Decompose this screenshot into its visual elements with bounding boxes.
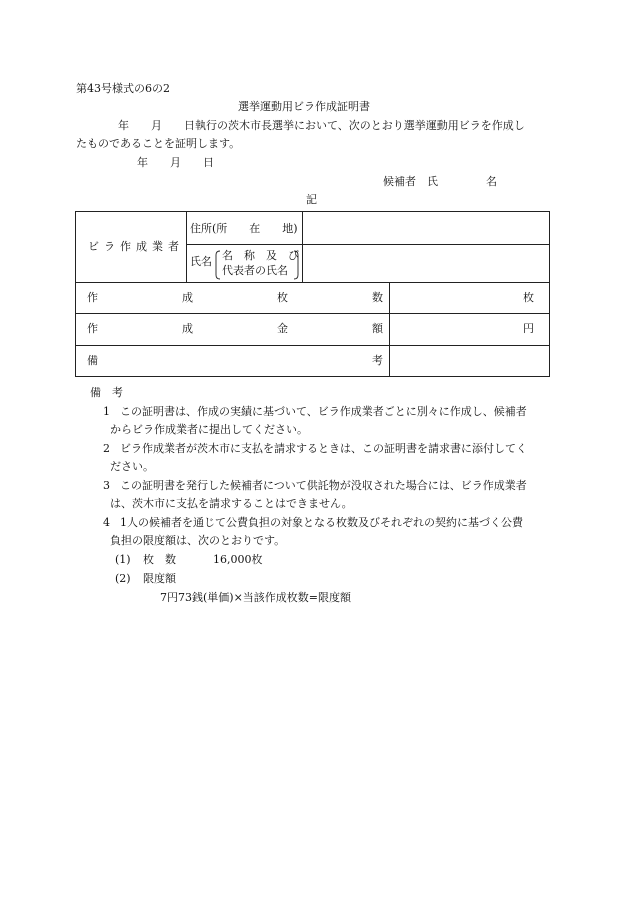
note-2-number: 2 (103, 442, 110, 455)
ki-label: 記 (306, 193, 317, 206)
document-title: 選挙運動用ビラ作成証明書 (238, 100, 370, 113)
note-4-line-2: 負担の限度額は、次のとおりです。 (110, 534, 286, 547)
name-bracket-line-1: 名 称 及 び (222, 249, 299, 262)
sub-1-value: 16,000枚 (213, 553, 263, 566)
sub-1-number: (1) (115, 553, 131, 566)
note-1-number: 1 (103, 405, 110, 418)
certificate-table (75, 211, 550, 377)
row-divider (76, 313, 550, 314)
form-number: 第43号様式の6の2 (76, 82, 170, 95)
name-field[interactable] (306, 250, 546, 278)
note-3-number: 3 (103, 479, 110, 492)
remarks-label: 備 考 (87, 354, 383, 367)
note-4-number: 4 (103, 516, 110, 529)
note-2-line-1: ビラ作成業者が茨木市に支払を請求するときは、この証明書を請求書に添付してく (120, 442, 527, 455)
note-1-line-2: からビラ作成業者に提出してください。 (110, 423, 308, 436)
note-3-line-2: は、茨木市に支払を請求することはできません。 (110, 497, 353, 510)
statement-line-2: たものであることを証明します。 (76, 137, 241, 150)
amount-label: 作 成 金 額 (87, 322, 383, 335)
date-line: 年 月 日 (137, 156, 214, 169)
copies-label: 作 成 枚 数 (87, 291, 383, 304)
note-4-line-1: 1人の候補者を通じて公費負担の対象となる枚数及びそれぞれの契約に基づく公費 (120, 516, 523, 529)
maker-label: ビラ作成業者 (88, 240, 184, 253)
column-divider (186, 212, 187, 282)
candidate-name-suffix: 名 (486, 175, 497, 188)
name-bracket-line-2: 代表者の氏名 (222, 264, 288, 277)
statement-line-1: 年 月 日執行の茨木市長選挙において、次のとおり選挙運動用ビラを作成し (96, 119, 525, 132)
name-label: 氏名 (190, 255, 212, 268)
notes-heading: 備 考 (90, 386, 123, 399)
row-divider (76, 345, 550, 346)
sub-1-label: 枚 数 (143, 553, 176, 566)
sub-2-number: (2) (115, 572, 131, 585)
address-field[interactable] (306, 218, 546, 240)
copies-unit: 枚 (523, 291, 534, 304)
sub-2-label: 限度額 (143, 572, 176, 585)
amount-unit: 円 (523, 322, 534, 335)
candidate-label: 候補者 氏 (383, 175, 438, 188)
row-divider (186, 244, 550, 245)
column-divider (302, 212, 303, 282)
limit-formula: 7円73銭(単価)×当該作成枚数=限度額 (160, 591, 352, 604)
column-divider (389, 282, 390, 377)
row-divider (76, 282, 550, 283)
address-label: 住所(所 在 地) (190, 222, 298, 235)
note-3-line-1: この証明書を発行した候補者について供託物が没収された場合には、ビラ作成業者 (120, 479, 527, 492)
note-1-line-1: この証明書は、作成の実績に基づいて、ビラ作成業者ごとに別々に作成し、候補者 (120, 405, 527, 418)
note-2-line-2: ださい。 (110, 460, 154, 473)
